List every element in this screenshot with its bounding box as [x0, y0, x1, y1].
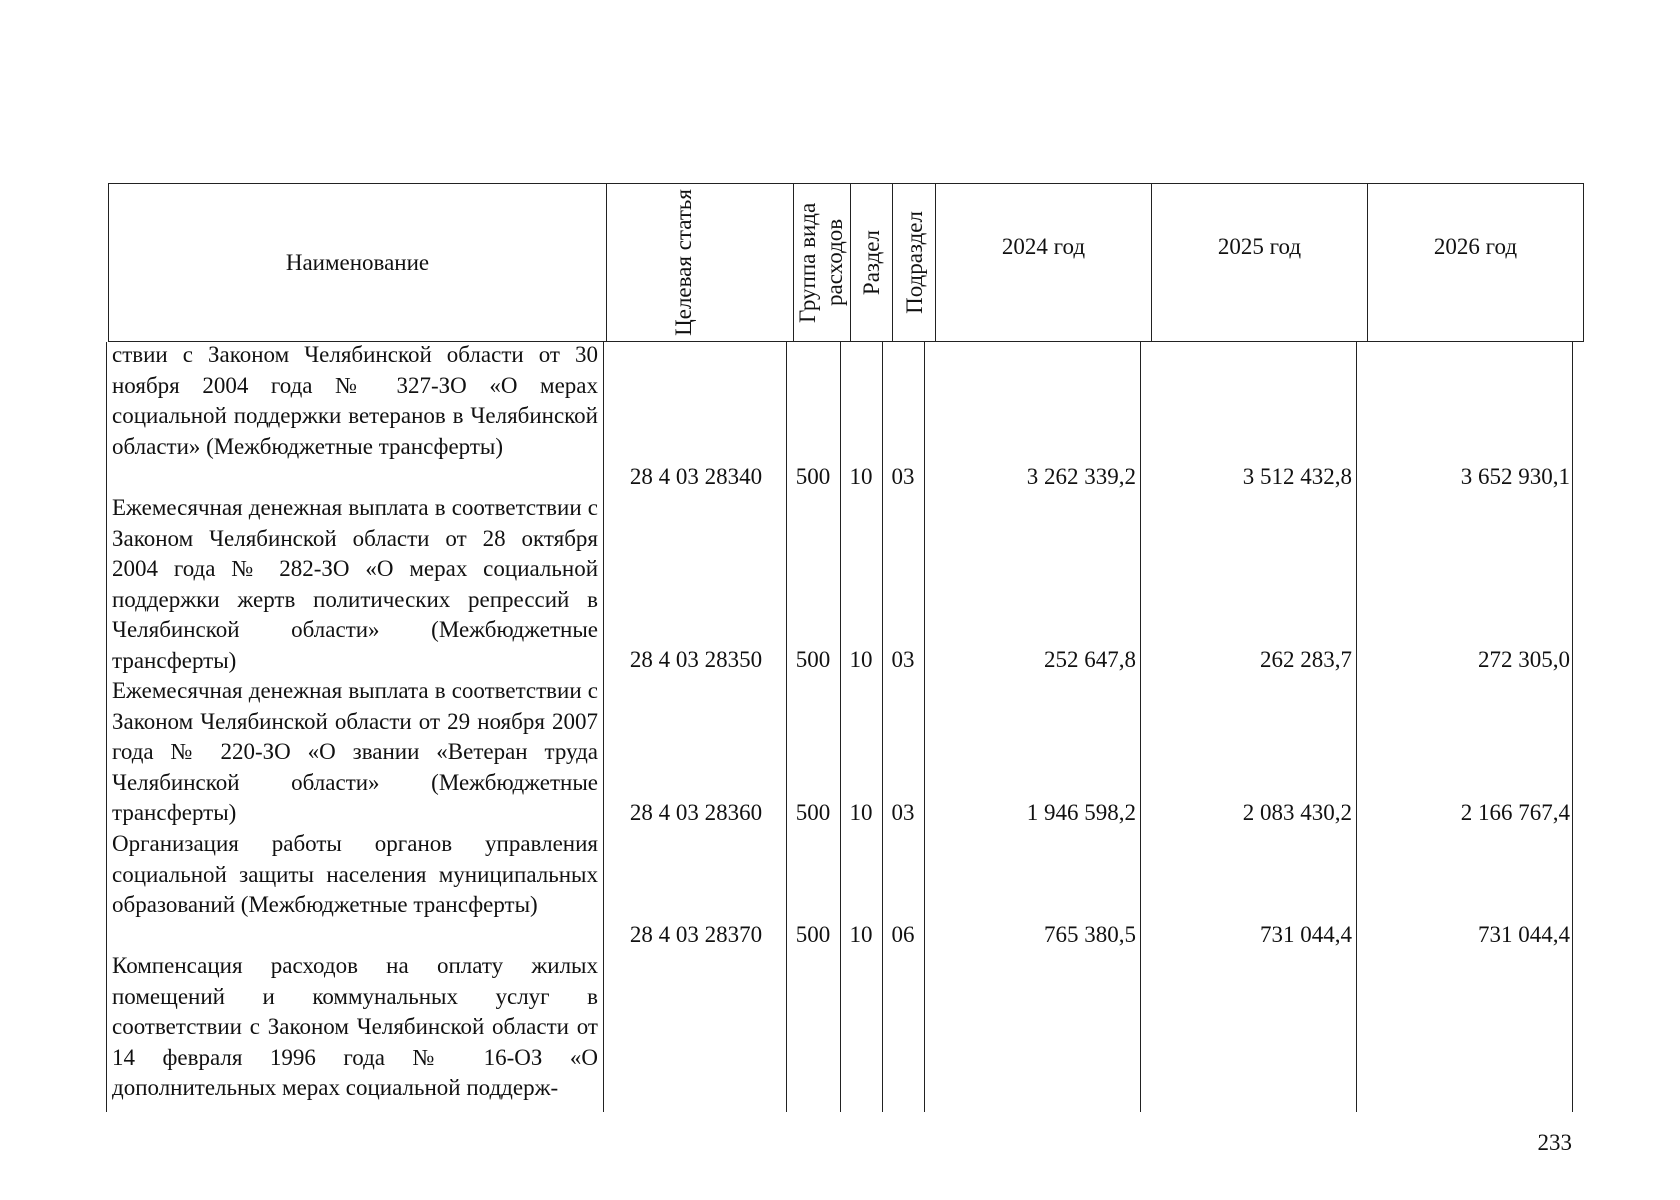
header-2025 — [1151, 184, 1367, 341]
col-line-0 — [106, 342, 107, 1112]
row-2-section: 10 — [849, 647, 873, 672]
row-3-subsection: 03 — [891, 800, 915, 825]
col-line-3 — [840, 342, 841, 1112]
col-line-6 — [1140, 342, 1141, 1112]
col-line-2 — [786, 342, 787, 1112]
row-1-2026: 3 652 930,1 — [1460, 464, 1570, 489]
header-name — [109, 184, 606, 341]
row-1-description: ствии с Законом Челябинской области от 30 ноября 2004 года № 327-ЗО «О мерах социальной поддержки ветеранов в Челябинской области» (Межбюджетные трансферты) — [112, 342, 598, 459]
row-1-group: 500 — [795, 464, 831, 489]
row-4-target: 28 4 03 28370 — [629, 922, 763, 947]
row-2-2026: 272 305,0 — [1478, 647, 1570, 672]
col-line-4 — [882, 342, 883, 1112]
header-2026-text: 2026 год — [1433, 234, 1518, 259]
row-1-2024: 3 262 339,2 — [1026, 464, 1136, 489]
page-number: 233 — [1537, 1130, 1572, 1155]
col-line-1 — [603, 342, 604, 1112]
header-subsection-text: Подраздел — [901, 211, 927, 314]
row-3-description: Ежемесячная денежная выплата в соответствии с Законом Челябинской области от 29 ноября 2007 года № 220-ЗО «О звании «Ветеран труда Челябинской области» (Межбюджетные трансферты) — [112, 678, 598, 826]
header-section-text: Раздел — [859, 229, 884, 296]
row-1-2025: 3 512 432,8 — [1242, 464, 1352, 489]
row-2-target: 28 4 03 28350 — [629, 647, 763, 672]
row-5-description: Компенсация расходов на оплату жилых помещений и коммунальных услуг в соответствии с Законом Челябинской области от 14 февраля 1996 года № 16-ОЗ «О дополнительных мерах социальной поддерж- — [112, 953, 598, 1101]
col-line-8 — [1572, 342, 1573, 1112]
row-3-section: 10 — [849, 800, 873, 825]
row-3-2026: 2 166 767,4 — [1460, 800, 1570, 825]
row-4-group: 500 — [795, 922, 831, 947]
row-2-group: 500 — [795, 647, 831, 672]
header-target — [606, 184, 793, 341]
row-4-description: Организация работы органов управления социальной защиты населения муниципальных образований (Межбюджетные трансферты) — [112, 831, 598, 918]
row-3-target: 28 4 03 28360 — [629, 800, 763, 825]
row-4-section: 10 — [849, 922, 873, 947]
header-2026 — [1367, 184, 1583, 341]
header-subsection — [892, 184, 935, 341]
row-1-section: 10 — [849, 464, 873, 489]
header-2025-text: 2025 год — [1217, 234, 1302, 259]
header-name-text: Наименование — [285, 249, 430, 275]
row-4-2024: 765 380,5 — [1044, 922, 1136, 947]
header-group-text: Группа вида расходов — [795, 202, 847, 323]
header-group — [793, 184, 850, 341]
row-4-2025: 731 044,4 — [1260, 922, 1352, 947]
row-3-2025: 2 083 430,2 — [1242, 800, 1352, 825]
col-line-5 — [924, 342, 925, 1112]
col-line-7 — [1356, 342, 1357, 1112]
row-2-2025: 262 283,7 — [1260, 647, 1352, 672]
row-4-2026: 731 044,4 — [1478, 922, 1570, 947]
row-2-description: Ежемесячная денежная выплата в соответствии с Законом Челябинской области от 28 октября 2004 года № 282-ЗО «О мерах социальной поддержки жертв политических репрессий в Челябинской области» (Межбюджетные трансферты) — [112, 495, 598, 673]
header-2024-text: 2024 год — [1001, 234, 1086, 259]
header-2024 — [935, 184, 1151, 341]
table-header — [108, 183, 1584, 342]
row-4-subsection: 06 — [891, 922, 915, 947]
header-section — [850, 184, 892, 341]
row-3-group: 500 — [795, 800, 831, 825]
header-target-text: Целевая статья — [671, 189, 696, 336]
row-3-2024: 1 946 598,2 — [1026, 800, 1136, 825]
row-1-subsection: 03 — [891, 464, 915, 489]
row-2-subsection: 03 — [891, 647, 915, 672]
row-1-target: 28 4 03 28340 — [629, 464, 763, 489]
row-2-2024: 252 647,8 — [1044, 647, 1136, 672]
